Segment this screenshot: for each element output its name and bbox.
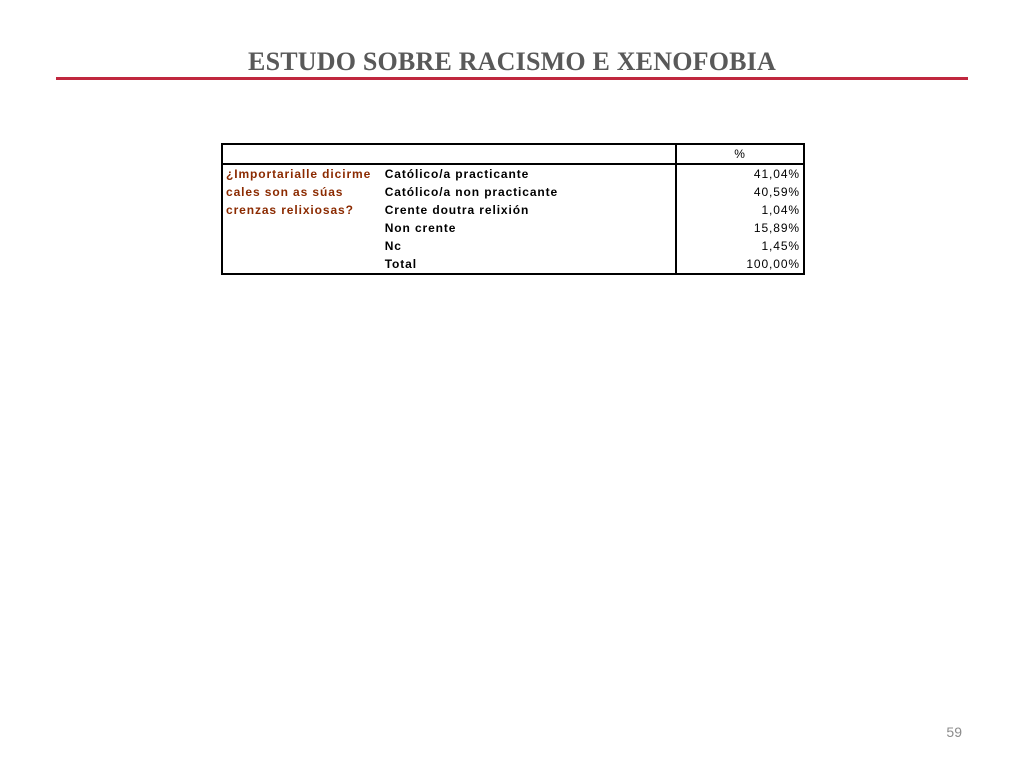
category-value: 15,89% (676, 219, 804, 237)
religious-beliefs-table (221, 143, 805, 275)
category-value: 41,04% (676, 164, 804, 183)
table-header-row (222, 144, 804, 164)
header-empty-cell (222, 144, 676, 164)
category-label: Non crente (384, 221, 457, 235)
category-label: Católico/a practicante (384, 167, 530, 181)
title-underline (56, 77, 968, 80)
category-label: Crente doutra relixión (384, 203, 530, 217)
page-number: 59 (946, 724, 962, 740)
question-cell: ¿Importarialle dicirme cales son as súas crenzas relixiosas? (222, 164, 382, 274)
header-percent-cell: % (676, 144, 804, 164)
category-value: 1,04% (676, 201, 804, 219)
category-value: 40,59% (676, 183, 804, 201)
table-row (222, 164, 804, 183)
total-label: Total (382, 255, 676, 274)
category-label: Nc (384, 239, 402, 253)
slide-title: ESTUDO SOBRE RACISMO E XENOFOBIA (248, 47, 776, 76)
category-label: Católico/a non practicante (384, 185, 559, 199)
category-value: 1,45% (676, 237, 804, 255)
total-value: 100,00% (676, 255, 804, 274)
